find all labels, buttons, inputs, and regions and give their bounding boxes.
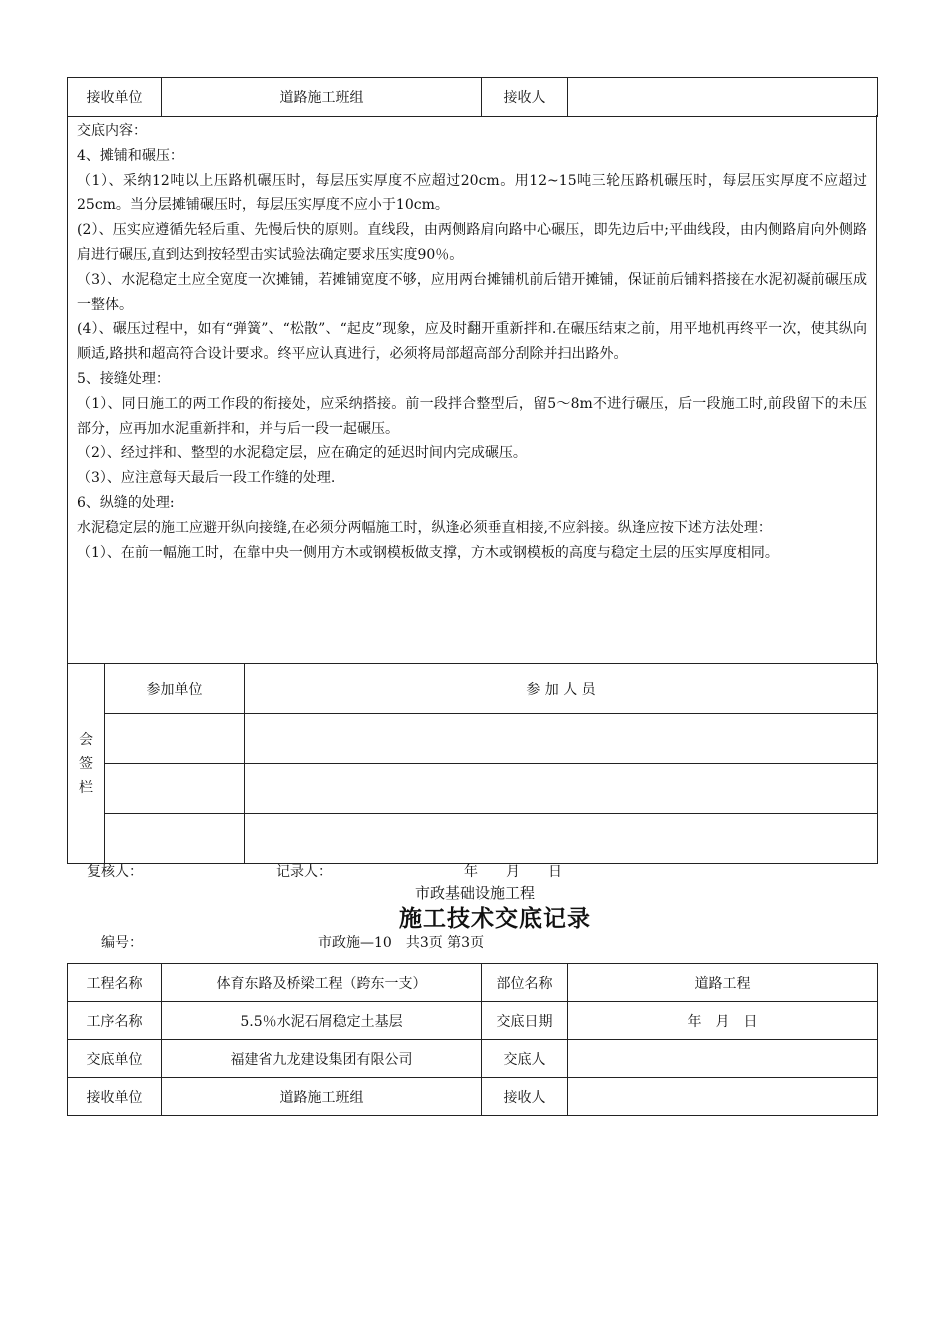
signoff-section-label	[68, 664, 105, 864]
signoff-unit-cell	[105, 764, 245, 814]
content-line: （3）、应注意每天最后一段工作缝的处理.	[77, 470, 336, 487]
content-line: (2）、压实应遵循先轻后重、先慢后快的原则。直线段，由两侧路肩向路中心碾压，即先边后中;平曲线段，由内侧路肩向外侧路肩进行碾压,直到达到按轻型击实试验法确定要求压实度90％。	[77, 222, 867, 263]
info-value: 道路工程	[568, 964, 878, 1002]
info-row	[68, 1040, 878, 1078]
signoff-row	[68, 814, 878, 864]
signoff-table	[67, 663, 878, 864]
info-label: 接收人	[482, 1078, 568, 1116]
recorder-label: 记录人：	[276, 864, 332, 880]
receiver-unit-value: 道路施工班组	[162, 78, 482, 117]
receiver-person-value	[568, 78, 878, 117]
info-value	[568, 1040, 878, 1078]
serial-value: 市政施—10 共3页 第3页	[318, 935, 485, 951]
info-label: 工程名称	[68, 964, 162, 1002]
info-value	[568, 1078, 878, 1116]
content-line: 6、纵缝的处理:	[77, 494, 175, 511]
info-value: 福建省九龙建设集团有限公司	[162, 1040, 482, 1078]
signoff-people-cell	[245, 814, 878, 864]
content-line: （1）、采纳12吨以上压路机碾压时，每层压实厚度不应超过20cm。用12~15吨三轮压路机碾压时，每层压实厚度不应超过25cm。当分层摊铺碾压时，每层压实厚度不应小于10cm。	[77, 172, 867, 214]
signoff-row	[68, 714, 878, 764]
content-line: （2）、经过拌和、整型的水泥稳定层，应在确定的延迟时间内完成碾压。	[77, 445, 527, 462]
briefing-content-box	[67, 115, 877, 664]
reviewer-label: 复核人：	[87, 864, 143, 880]
signoff-unit-cell	[105, 814, 245, 864]
serial-label: 编号：	[101, 935, 143, 951]
signoff-people-cell	[245, 714, 878, 764]
content-line: （1）、在前一幅施工时，在靠中央一侧用方木或钢模板做支撑，方木或钢模板的高度与稳定土层的压实厚度相同。	[77, 544, 779, 561]
signoff-row	[68, 764, 878, 814]
info-label: 交底单位	[68, 1040, 162, 1078]
info-label: 交底人	[482, 1040, 568, 1078]
receiver-table	[67, 77, 878, 117]
doc-title: 施工技术交底记录	[399, 905, 591, 932]
receiver-person-label: 接收人	[482, 78, 568, 117]
signoff-people-cell	[245, 764, 878, 814]
info-value: 5.5％水泥石屑稳定土基层	[162, 1002, 482, 1040]
signoff-col-unit: 参加单位	[105, 664, 245, 714]
info-value: 道路施工班组	[162, 1078, 482, 1116]
content-line: 5、接缝处理：	[77, 370, 170, 387]
info-label: 交底日期	[482, 1002, 568, 1040]
content-line: (4）、碾压过程中，如有“弹簧”、“松散”、“起皮”现象，应及时翻开重新拌和.在碾压结束之前，用平地机再终平一次，使其纵向顺适,路拱和超高符合设计要求。终平应认真进行，必须将局部超高部分刮除并扫出路外。	[77, 321, 867, 363]
info-value: 体育东路及桥梁工程（跨东一支）	[162, 964, 482, 1002]
signoff-unit-cell	[105, 714, 245, 764]
info-row	[68, 1002, 878, 1040]
content-line: 交底内容：	[77, 123, 147, 139]
signoff-label-text: 会 签 栏	[79, 731, 93, 796]
info-row	[68, 1078, 878, 1116]
content-line: 水泥稳定层的施工应避开纵向接缝,在必须分两幅施工时，纵逢必须垂直相接,不应斜接。纵逢应按下述方法处理：	[77, 519, 772, 536]
info-label: 接收单位	[68, 1078, 162, 1116]
info-row	[68, 964, 878, 1002]
info-value: 年 月 日	[568, 1002, 878, 1040]
footer-date: 年 月 日	[464, 864, 562, 880]
info-label: 工序名称	[68, 1002, 162, 1040]
briefing-content-text	[77, 119, 867, 565]
receiver-unit-label: 接收单位	[68, 78, 162, 117]
content-line: 4、摊铺和碾压：	[77, 147, 184, 164]
content-line: （3）、水泥稳定土应全宽度一次摊铺，若摊铺宽度不够，应用两台摊铺机前后错开摊铺，保证前后铺料搭接在水泥初凝前碾压成一整体。	[77, 271, 867, 313]
receiver-row	[68, 78, 878, 117]
content-line: （1）、同日施工的两工作段的衔接处，应采纳搭接。前一段拌合整型后，留5～8m不进行碾压，后一段施工时,前段留下的未压部分，应再加水泥重新拌和，并与后一段一起碾压。	[77, 395, 867, 437]
signoff-col-people: 参 加 人 员	[245, 664, 878, 714]
info-label: 部位名称	[482, 964, 568, 1002]
project-title: 市政基础设施工程	[414, 884, 535, 902]
project-info-table	[67, 963, 878, 1116]
